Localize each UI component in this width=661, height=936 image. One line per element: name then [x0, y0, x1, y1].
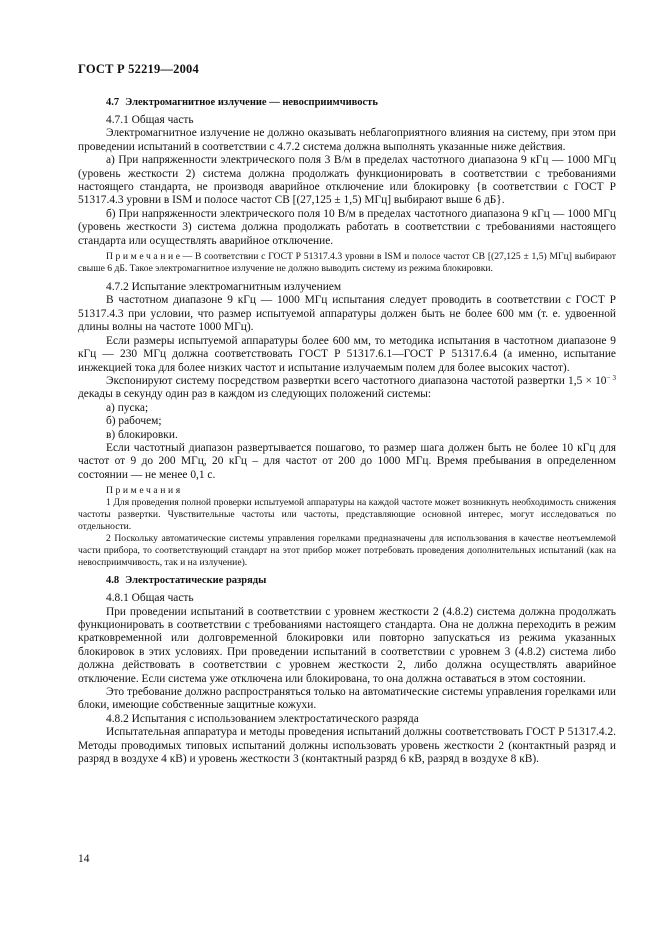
page-number: 14 — [78, 853, 90, 865]
paragraph: В частотном диапазоне 9 кГц — 1000 МГц испытания следует проводить в соответствии с ГОСТ Р 51317.4.3 при условии, что размер испытуемой аппаратуры должен быть не более 600 мм (т. е. удвоенной длины волны на частоте 1000 МГц). — [78, 294, 616, 334]
paragraph: Электромагнитное излучение не должно оказывать неблагоприятного влияния на систему, при этом при проведении испытаний в соответствии с 4.7.2 система должна выполнять указанные ниже действия. — [78, 127, 616, 153]
paragraph — [78, 375, 616, 402]
paragraph: При проведении испытаний в соответствии с уровнем жесткости 2 (4.8.2) система должна продолжать функционировать в соответствии с требованиями настоящего стандарта. Она не должна переходить в режим кратковременной или долговременной блокировки или повторно запускаться из режима указанных блокировок в этих условиях. При проведении испытаний в соответствии с уровнем 3 (4.8.2) система либо должна действовать в соответствии с уровнем жесткости 2, либо должна осуществлять аварийное отключение. Если система уже отключена или блокирована, то она должна оставаться в этом состоянии. — [78, 605, 616, 685]
document-page — [78, 62, 616, 766]
list-item: а) При напряженности электрического поля 3 В/м в пределах частотного диапазона 9 кГц — 1000 МГц (уровень жесткости 2) система должна продолжать функционировать в соответствии с требованиями настоящего стандарта, не производя аварийное отключение или блокировку {в соответствии с ГОСТ Р 51317.4.3 уровни в ISM и полосе частот СВ [(27,125 ± 1,5) МГц] выбирают выше 6 дБ}. — [78, 154, 616, 207]
subsection-4-8-1-title: 4.8.1 Общая часть — [106, 592, 194, 605]
section-title: Электромагнитное излучение — невосприимчивость — [125, 97, 378, 108]
section-title: Электростатические разряды — [125, 575, 267, 587]
list-item: б) При напряженности электрического поля 10 В/м в пределах частотного диапазона 9 кГц — 1000 МГц (уровень жесткости 3) система должна продолжать работать в соответствии с требованиями настоящего стандарта или осуществлять аварийное отключение. — [78, 207, 616, 247]
exponent: − 3 — [606, 373, 617, 382]
subsection-4-8-2-title: 4.8.2 Испытания с использованием электростатического разряда — [106, 712, 419, 725]
document-header: ГОСТ Р 52219—2004 — [78, 62, 199, 76]
list-item: а) пуска; — [106, 401, 149, 414]
section-number: 4.7 — [106, 97, 120, 108]
paragraph: Испытательная аппаратура и методы проведения испытаний должны соответствовать ГОСТ Р 51317.4.2. Методы проводимых типовых испытаний должны использовать уровень жесткости 2 (контактный разряд и разряд в воздухе 4 кВ) и уровень жесткости 3 (контактный разряд 6 кВ, разряд в воздухе 8 кВ). — [78, 726, 616, 766]
note-text: — В соответствии с ГОСТ Р 51317.4.3 уровни в ISM и полосе частот СВ [(27,125 ± 1,5) МГц] выбирают свыше 6 дБ. Такое электромагнитное излучение не должно выводить систему из режима блокировки. — [78, 251, 616, 275]
note — [78, 251, 616, 275]
text: декады в секунду один раз в каждом из следующих положений системы: — [78, 388, 432, 401]
section-4-7-heading — [106, 97, 616, 108]
paragraph: Если размеры испытуемой аппаратуры более 600 мм, то методика испытания в частотном диапазоне 9 кГц — 230 МГц должна соответствовать ГОСТ Р 51317.6.1—ГОСТ Р 51317.6.4 (а именно, испытание инжекцией тока для более низких частот и испытание излучаемым полем для более высоких частот). — [78, 334, 616, 374]
list-item: б) рабочем; — [106, 415, 162, 428]
paragraph: Это требование должно распространяться только на автоматические системы управления горелками или блоки, имеющие собственные защитные кожухи. — [78, 686, 616, 712]
section-4-8-heading — [106, 575, 616, 586]
note-label: Примечание — [106, 251, 183, 263]
notes-label-text: Примечания — [106, 485, 183, 497]
subsection-4-7-2-title: 4.7.2 Испытание электромагнитным излучением — [106, 281, 342, 294]
paragraph: Если частотный диапазон развертывается пошагово, то размер шага должен быть не более 10 кГц для частот от 9 до 200 МГц, 20 кГц – для частот от 200 до 1000 МГц. Время пребывания в определенном состоянии — не менее 0,1 с. — [78, 441, 616, 481]
section-number: 4.8 — [106, 575, 120, 587]
subsection-4-7-1-title: 4.7.1 Общая часть — [106, 114, 194, 126]
note-item: 2 Поскольку автоматические системы управления горелками предназначены для использования в качестве неотъемлемой части прибора, то соответствующий стандарт на этот прибор может потребовать проведения дополнительных испытаний (как на невосприимчивость, так и на излучение). — [78, 533, 616, 569]
notes-label — [78, 485, 616, 497]
list-item: в) блокировки. — [106, 428, 178, 441]
note-item: 1 Для проведения полной проверки испытуемой аппаратуры на каждой частоте может возникнуть необходимость снижения частоты развертки. Чувствительные частоты или частоты, представляющие основной интерес, могут исследоваться по отдельности. — [78, 497, 616, 533]
text: Экспонируют систему посредством развертки всего частотного диапазона частотой развертки 1,5 × 10 — [106, 374, 607, 387]
